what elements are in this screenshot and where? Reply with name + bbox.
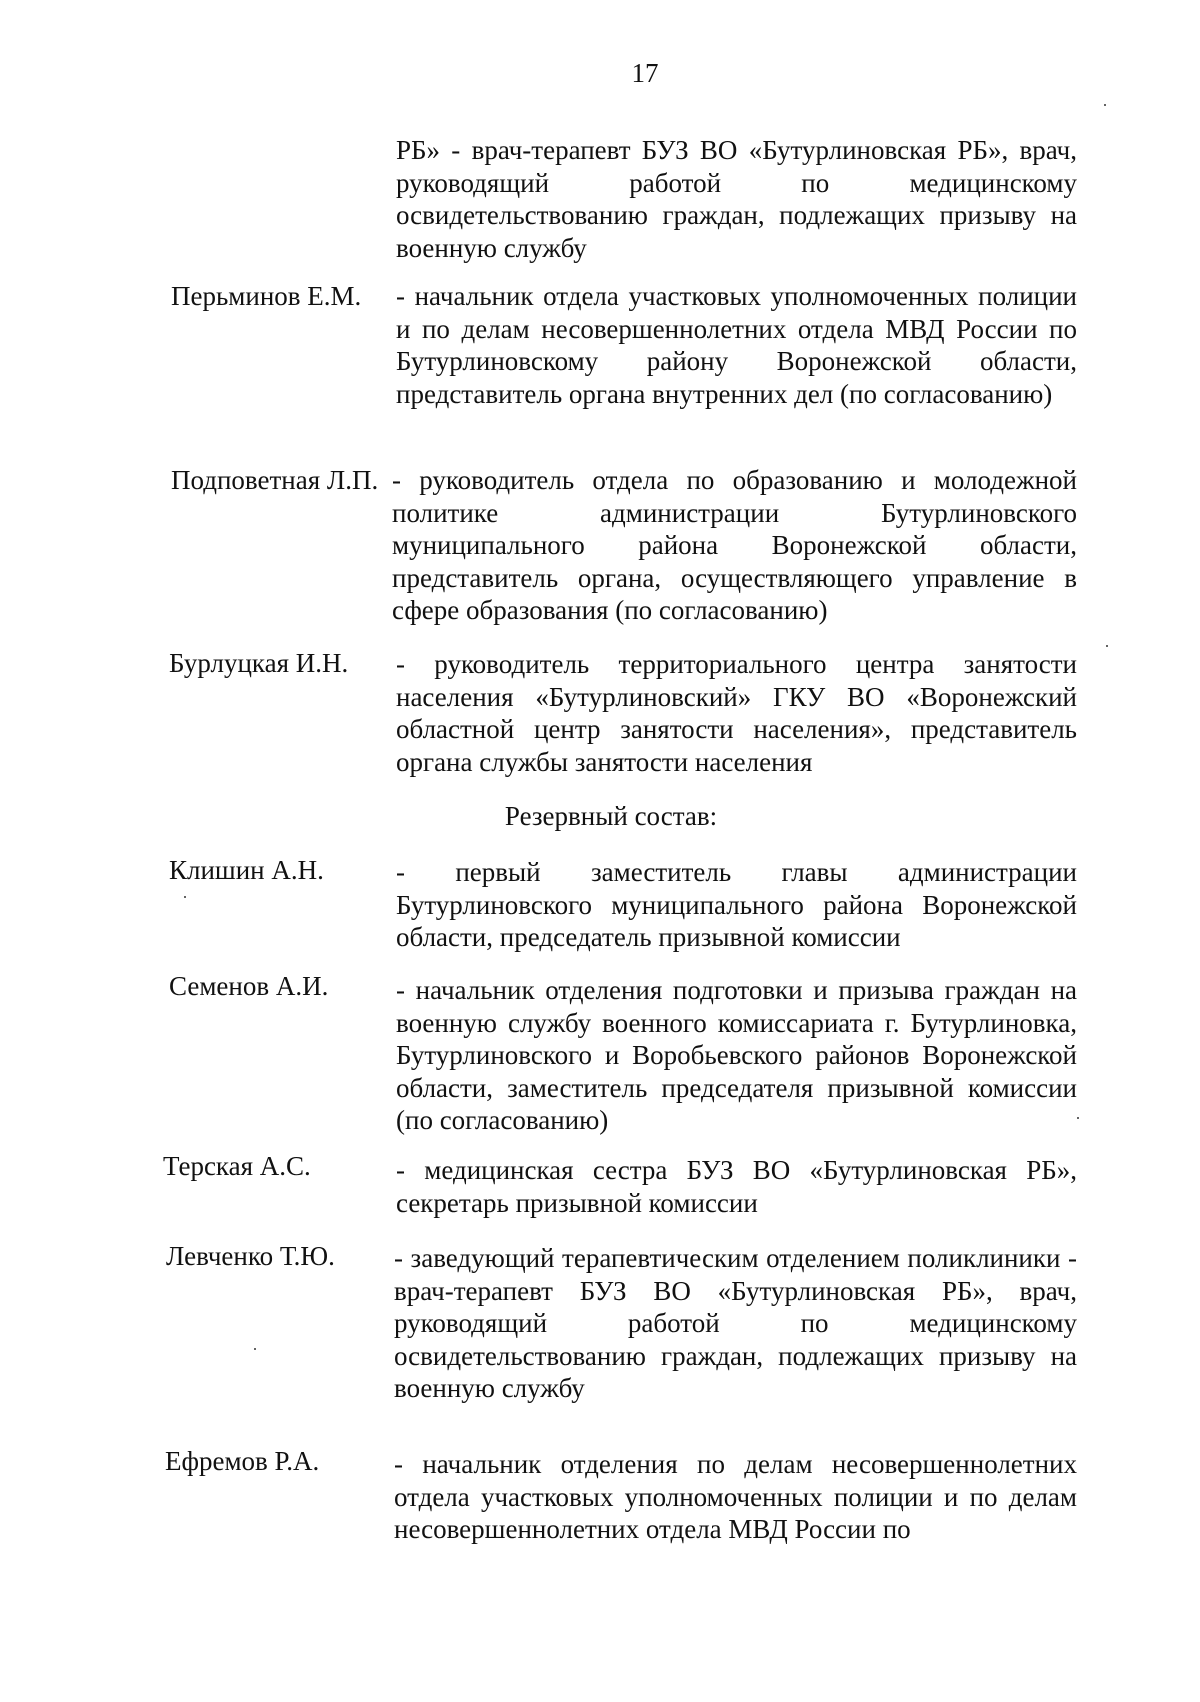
scan-speck — [1106, 645, 1108, 647]
member-name: Терская А.С. — [163, 1151, 311, 1181]
member-description: - начальник отделения подготовки и призыва граждан на военную службу военного комиссариата г. Бутурлиновка, Бутурлиновского и Воробьевского районов Воронежской области, заместитель председателя призывной комиссии (по согласованию) — [396, 975, 1077, 1135]
member-name: Семенов А.И. — [169, 971, 329, 1001]
member-name: Бурлуцкая И.Н. — [169, 648, 349, 678]
member-name: Ефремов Р.А. — [165, 1446, 320, 1476]
scan-speck — [254, 1348, 256, 1350]
member-description: - руководитель отдела по образованию и молодежной политике администрации Бутурлиновского муниципального района Воронежской области, представитель органа, осуществляющего управление в сфере образования (по согласованию) — [392, 465, 1077, 625]
member-description: - начальник отдела участковых уполномоченных полиции и по делам несовершеннолетних отдела МВД России по Бутурлиновскому району Воронежской области, представитель органа внутренних дел (по согласованию) — [396, 281, 1077, 409]
member-name: Клишин А.Н. — [169, 855, 324, 885]
member-description: - руководитель территориального центра занятости населения «Бутурлиновский» ГКУ ВО «Воронежский областной центр занятости населения», представитель органа службы занятости населения — [396, 649, 1077, 777]
member-name: Перьминов Е.М. — [171, 281, 362, 311]
member-description: - заведующий терапевтическим отделением поликлиники - врач-терапевт БУЗ ВО «Бутурлиновская РБ», врач, руководящий работой по медицинскому освидетельствованию граждан, подлежащих призыву на военную службу — [394, 1243, 1077, 1403]
scan-speck — [1077, 1117, 1079, 1119]
member-name: Подповетная Л.П. — [171, 465, 379, 495]
member-name: Левченко Т.Ю. — [166, 1241, 335, 1271]
continuation-description: РБ» - врач-терапевт БУЗ ВО «Бутурлиновская РБ», врач, руководящий работой по медицинскому освидетельствованию граждан, подлежащих призыву на военную службу — [396, 135, 1077, 263]
scan-speck — [1104, 104, 1106, 106]
reserve-heading: Резервный состав: — [504, 801, 718, 831]
member-description: - первый заместитель главы администрации Бутурлиновского муниципального района Воронежской области, председатель призывной комиссии — [396, 857, 1077, 952]
page-number: 17 — [631, 58, 659, 88]
member-description: - медицинская сестра БУЗ ВО «Бутурлиновская РБ», секретарь призывной комиссии — [396, 1155, 1077, 1218]
member-description: - начальник отделения по делам несовершеннолетних отдела участковых уполномоченных полиции и по делам несовершеннолетних отдела МВД России по — [394, 1449, 1077, 1544]
scan-speck — [184, 896, 186, 898]
